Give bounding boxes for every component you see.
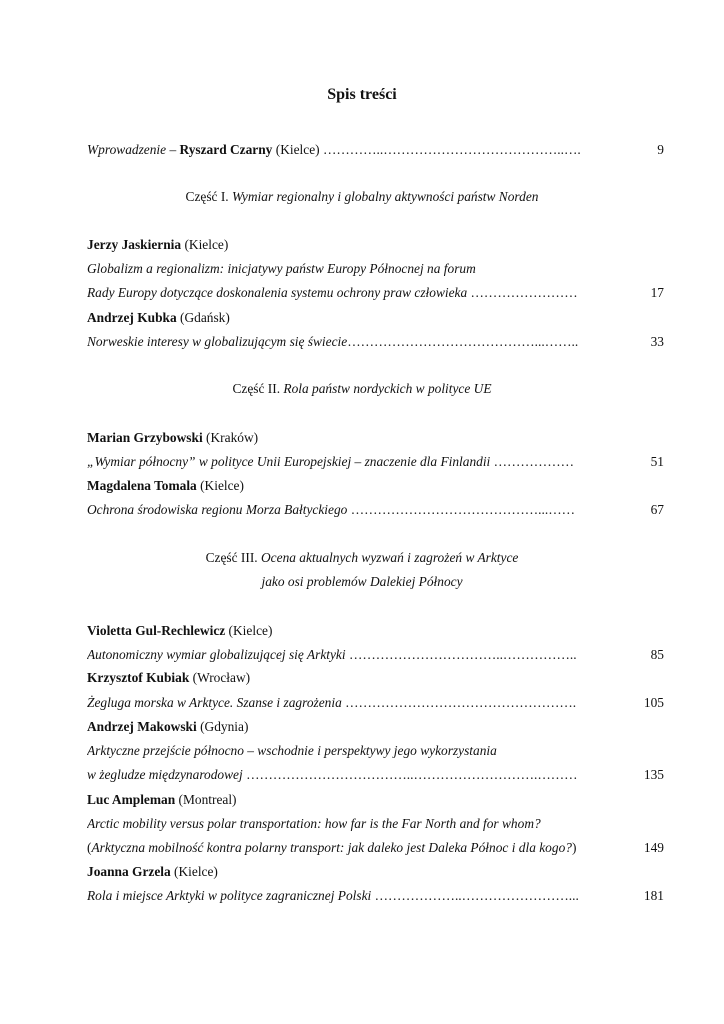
leader-dots: ………………	[490, 454, 574, 469]
toc-author	[87, 622, 272, 639]
toc-title-line[interactable]	[87, 453, 664, 470]
toc-author	[87, 791, 237, 808]
toc-title-line[interactable]	[87, 839, 664, 856]
toc-author	[87, 669, 250, 686]
toc-entry-intro[interactable]	[87, 141, 664, 158]
toc-title-line[interactable]	[87, 501, 664, 518]
author-name: Luc Ampleman	[87, 792, 176, 807]
page-number: 51	[647, 453, 664, 470]
author-name: Krzysztof Kubiak	[87, 670, 190, 685]
author-city: (Kielce)	[196, 478, 244, 493]
toc-title-line[interactable]	[87, 646, 664, 663]
toc-author	[87, 477, 244, 494]
part-prefix: Część I.	[185, 189, 232, 204]
part-title: Rola państw nordyckich w polityce UE	[283, 381, 492, 396]
leader-dots: ……………………………………...……	[347, 502, 575, 517]
part-prefix: Część III.	[205, 550, 262, 565]
author-name: Joanna Grzela	[87, 864, 171, 879]
chapter-title: „Wymiar północny” w polityce Unii Europejskiej – znaczenie dla Finlandii	[87, 454, 491, 469]
page-number: 135	[640, 766, 664, 783]
leader-dots: …………..…………………………………..….	[322, 142, 581, 157]
leader-dots: ……………………	[467, 285, 578, 300]
author-city: (Gdynia)	[196, 719, 249, 734]
page-title: Spis treści	[327, 86, 397, 103]
leader-dots: …………………………………………….	[341, 695, 577, 710]
toc-author	[87, 429, 258, 446]
part-heading-2	[0, 380, 724, 397]
page-number: 33	[647, 333, 664, 350]
author-city: (Gdańsk)	[176, 310, 230, 325]
part-title-line2: jako osi problemów Dalekiej Północy	[261, 574, 463, 589]
chapter-title: Norweskie interesy w globalizującym się świecie	[87, 334, 348, 349]
page-number: 9	[653, 141, 664, 158]
author-city: (Montreal)	[175, 792, 237, 807]
part-prefix: Część II.	[232, 381, 284, 396]
author-name: Magdalena Tomala	[87, 478, 197, 493]
page-number: 67	[647, 501, 664, 518]
toc-title-line[interactable]	[87, 260, 664, 277]
chapter-title: Żegluga morska w Arktyce. Szanse i zagrożenia	[87, 695, 342, 710]
toc-title-line[interactable]	[87, 766, 664, 783]
author-city: (Kielce)	[170, 864, 218, 879]
part-title: Wymiar regionalny i globalny aktywności państw Norden	[232, 189, 539, 204]
author-name: Andrzej Makowski	[87, 719, 197, 734]
paren-close: )	[571, 840, 577, 855]
toc-author	[87, 718, 248, 735]
page-number: 105	[640, 694, 664, 711]
chapter-title: Autonomiczny wymiar globalizującej się Arktyki	[87, 647, 346, 662]
author-name: Violetta Gul-Rechlewicz	[87, 623, 226, 638]
chapter-title: Rola i miejsce Arktyki w polityce zagranicznej Polski	[87, 888, 372, 903]
leader-dots: ……………………………..……………..	[345, 647, 577, 662]
toc-title-line[interactable]	[87, 333, 664, 350]
page-number: 181	[640, 887, 664, 904]
chapter-title: w żegludze międzynarodowej	[87, 767, 243, 782]
toc-title-line[interactable]	[87, 742, 664, 759]
intro-dash: –	[166, 142, 180, 157]
toc-title-line[interactable]	[87, 815, 664, 832]
author-city: (Kraków)	[202, 430, 259, 445]
toc-author	[87, 863, 218, 880]
intro-city: (Kielce)	[272, 142, 323, 157]
part-title: Ocena aktualnych wyzwań i zagrożeń w Arktyce	[261, 550, 519, 565]
intro-author: Ryszard Czarny	[179, 142, 273, 157]
author-city: (Kielce)	[181, 237, 229, 252]
toc-author	[87, 236, 228, 253]
chapter-title: Rady Europy dotyczące doskonalenia systemu ochrony praw człowieka	[87, 285, 468, 300]
page-number: 17	[647, 284, 664, 301]
part-heading-3-line2	[0, 573, 724, 590]
leader-dots: ………………..……………………...	[371, 888, 579, 903]
paren-open: (	[87, 840, 92, 855]
part-heading-1	[0, 188, 724, 205]
part-heading-3	[0, 549, 724, 566]
toc-author	[87, 309, 230, 326]
chapter-title: Ochrona środowiska regionu Morza Bałtyckiego	[87, 502, 348, 517]
toc-title-line[interactable]	[87, 284, 664, 301]
leader-dots: ………………………………..……………………….………	[242, 767, 578, 782]
author-name: Jerzy Jaskiernia	[87, 237, 182, 252]
page-number: 85	[647, 646, 664, 663]
author-city: (Kielce)	[225, 623, 273, 638]
intro-label: Wprowadzenie	[87, 142, 167, 157]
chapter-title: Arktyczne przejście północno – wschodnie i perspektywy jego wykorzystania	[87, 743, 497, 758]
toc-title-line[interactable]	[87, 887, 664, 904]
leader-dots: ……………………………………...……..	[347, 334, 579, 349]
chapter-title: Globalizm a regionalizm: inicjatywy państw Europy Północnej na forum	[87, 261, 476, 276]
author-name: Marian Grzybowski	[87, 430, 203, 445]
chapter-title: Arctic mobility versus polar transportation: how far is the Far North and for whom?	[87, 816, 541, 831]
chapter-title: Arktyczna mobilność kontra polarny transport: jak daleko jest Daleka Północ i dla kogo?	[91, 840, 572, 855]
author-city: (Wrocław)	[189, 670, 251, 685]
page-number: 149	[640, 839, 664, 856]
toc-title-line[interactable]	[87, 694, 664, 711]
author-name: Andrzej Kubka	[87, 310, 177, 325]
